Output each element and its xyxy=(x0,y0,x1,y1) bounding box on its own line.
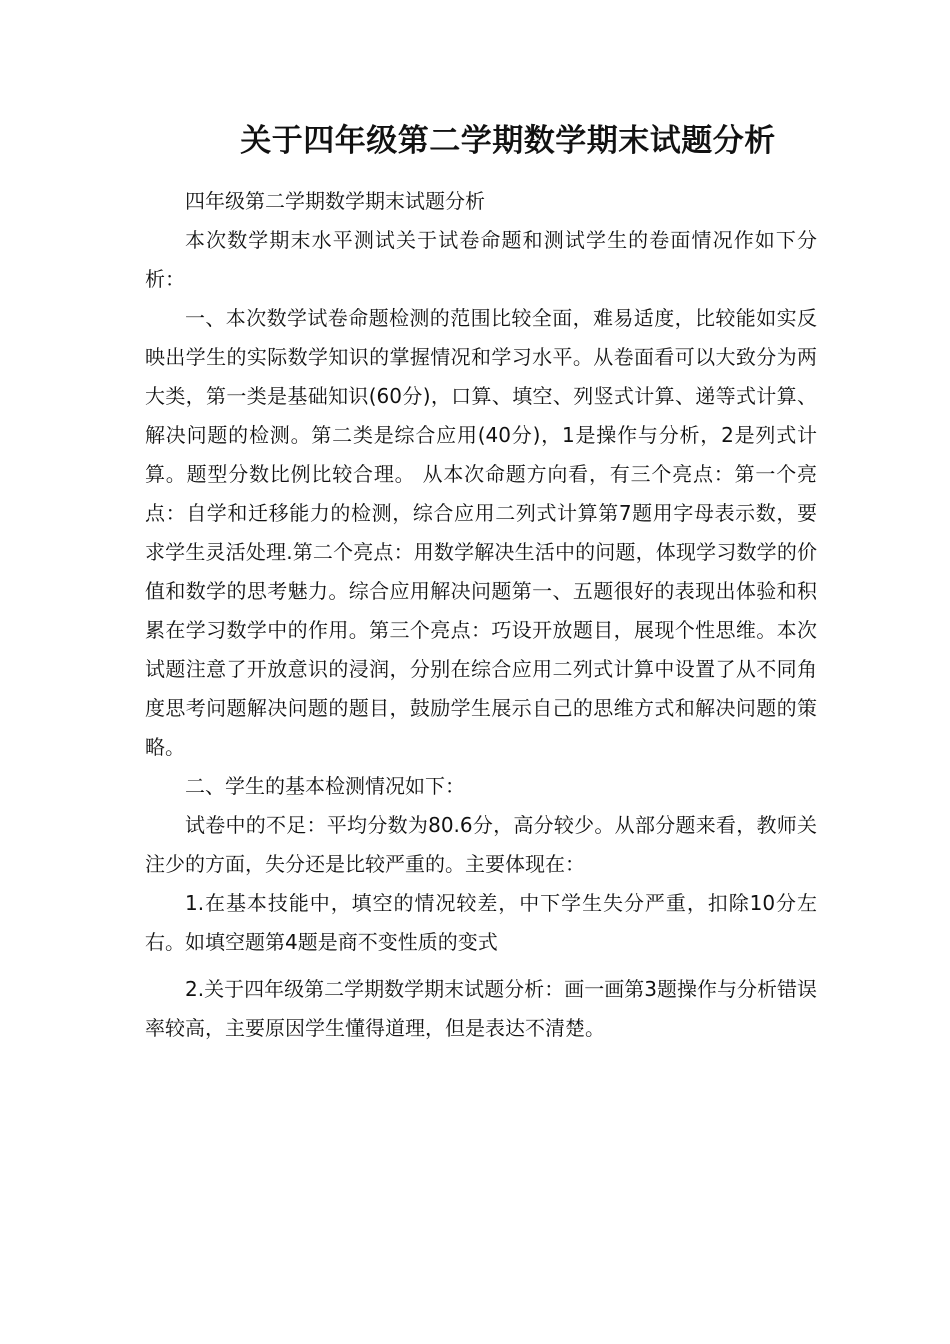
point-two-paragraph: 2.关于四年级第二学期数学期末试题分析：画一画第3题操作与分析错误率较高，主要原因学生懂得道理，但是表达不清楚。 xyxy=(145,977,817,1040)
document-title: 关于四年级第二学期数学期末试题分析 xyxy=(240,123,776,159)
section-two-heading: 二、学生的基本检测情况如下： xyxy=(185,774,465,798)
subtitle-paragraph: 四年级第二学期数学期末试题分析 xyxy=(185,189,485,213)
document-body xyxy=(145,182,817,1048)
section-one-paragraph: 一、本次数学试卷命题检测的范围比较全面，难易适度，比较能如实反映出学生的实际数学知识的掌握情况和学习水平。从卷面看可以大致分为两大类，第一类是基础知识(60分)，口算、填空、列竖式计算、递等式计算、解决问题的检测。第二类是综合应用(40分)，1是操作与分析，2是列式计算。题型分数比例比较合理。 从本次命题方向看，有三个亮点：第一个亮点：自学和迁移能力的检测，综合应用二列式计算第7题用字母表示数，要求学生灵活处理.第二个亮点：用数学解决生活中的问题，体现学习数学的价值和数学的思考魅力。综合应用解决问题第一、五题很好的表现出体验和积累在学习数学中的作用。第三个亮点：巧设开放题目，展现个性思维。本次试题注意了开放意识的浸润，分别在综合应用二列式计算中设置了从不同角度思考问题解决问题的题目，鼓励学生展示自己的思维方式和解决问题的策略。 xyxy=(145,306,817,759)
shortcomings-paragraph: 试卷中的不足：平均分数为80.6分，高分较少。从部分题来看，教师关注少的方面，失分还是比较严重的。主要体现在： xyxy=(145,813,817,876)
point-one-paragraph: 1.在基本技能中，填空的情况较差，中下学生失分严重，扣除10分左右。如填空题第4题是商不变性质的变式 xyxy=(145,891,817,954)
intro-paragraph: 本次数学期末水平测试关于试卷命题和测试学生的卷面情况作如下分析： xyxy=(145,228,817,291)
